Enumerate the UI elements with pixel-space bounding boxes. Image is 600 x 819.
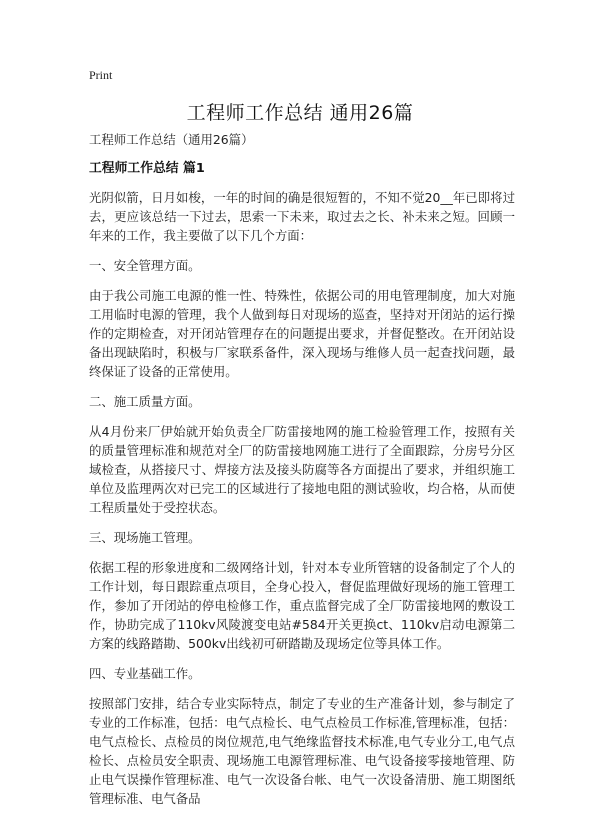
heading-site-management: 三、现场施工管理。: [89, 530, 201, 545]
document-title: 工程师工作总结 通用26篇: [186, 102, 414, 124]
paragraph-intro: 光阴似箭，日月如梭，一年的时间的确是很短暂的，不知不觉20__年已即将过去，更应该总结一下过去，思索一下未来，取过去之长、补未来之短。回顾一年来的工作，我主要做了以下几个方面：: [89, 190, 515, 243]
document-subtitle: 工程师工作总结（通用26篇）: [89, 132, 254, 147]
paragraph-basic-work: 按照部门安排，结合专业实际特点，制定了专业的生产准备计划，参与制定了专业的工作标准，包括：电气点检长、电气点检员工作标准,管理标准，包括：电气点检长、点检员的岗位规范,电气绝缘监督技术标准,电气专业分工,电气点检长、点检员安全职责、现场施工电源管理标准、电气设备接零接地管理、防止电气误操作管理标准、电气一次设备台帐、电气一次设备清册、施工期图纸管理标准、电气备品: [89, 696, 515, 806]
paragraph-safety: 由于我公司施工电源的惟一性、特殊性，依据公司的用电管理制度，加大对施工用临时电源的管理，我个人做到每日对现场的巡查，坚持对开闭站的运行操作的定期检查，对开闭站管理存在的问题提出要求，并督促整改。在开闭站设备出现缺陷时，积极与厂家联系备件，深入现场与维修人员一起查找问题，最终保证了设备的正常使用。: [89, 288, 515, 379]
paragraph-quality: 从4月份来厂伊始就开始负责全厂防雷接地网的施工检验管理工作，按照有关的质量管理标准和规范对全厂的防雷接地网施工进行了全面跟踪，分房号分区域检查，从搭接尺寸、焊接方法及接头防腐等各方面提出了要求，并组织施工单位及监理两次对已完工的区域进行了接地电阻的测试验收，均合格，从而使工程质量处于受控状态。: [89, 424, 515, 515]
heading-quality: 二、施工质量方面。: [89, 394, 201, 409]
section-title: 工程师工作总结 篇1: [89, 161, 205, 176]
heading-basic-work: 四、专业基础工作。: [89, 666, 201, 681]
heading-safety: 一、安全管理方面。: [89, 258, 201, 273]
paragraph-site-management: 依据工程的形象进度和二级网络计划，针对本专业所管辖的设备制定了个人的工作计划，每日跟踪重点项目，全身心投入，督促监理做好现场的施工管理工作，参加了开闭站的停电检修工作，重点监督完成了全厂防雷接地网的敷设工作，协助完成了110kv风陵渡变电站#584开关更换ct、110kv启动电源第二方案的线路踏勘、500kv出线初可研踏勘及现场定位等具体工作。: [89, 560, 515, 651]
print-link[interactable]: Print: [89, 68, 113, 82]
document-body: [89, 130, 515, 819]
